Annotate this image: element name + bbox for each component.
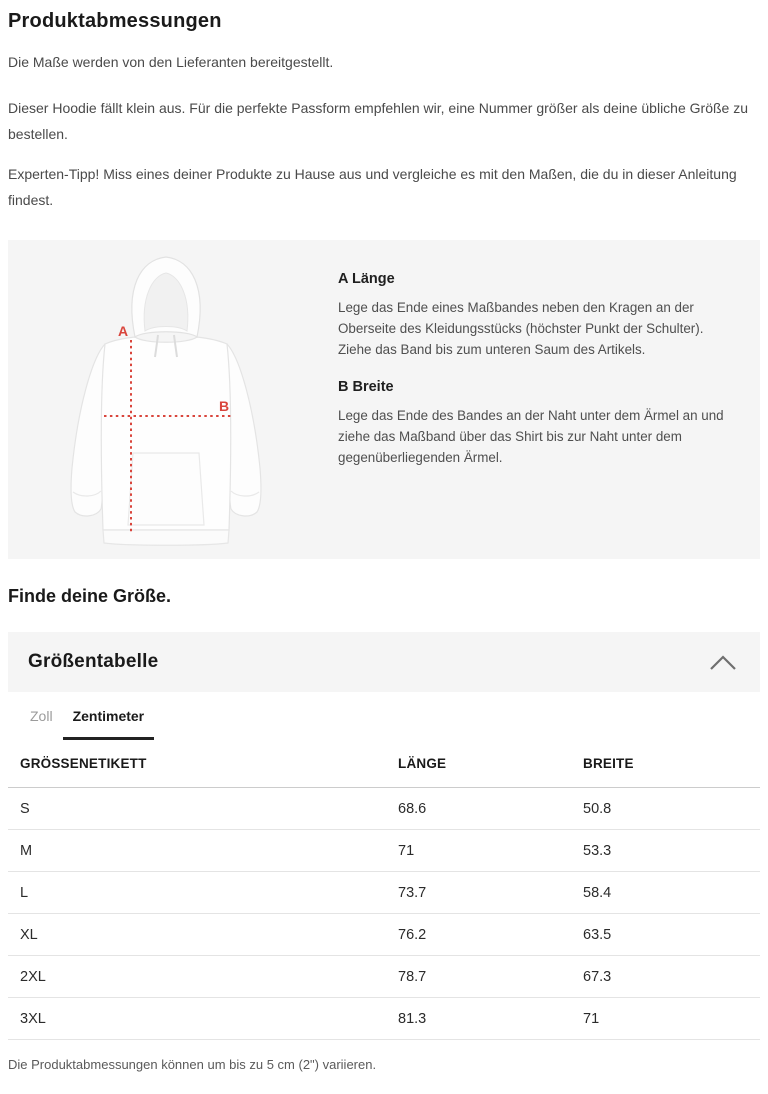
width-cell: 63.5 [583, 926, 612, 943]
width-cell: 53.3 [583, 842, 612, 859]
length-instruction-title: A Länge [338, 271, 395, 287]
width-cell: 50.8 [583, 800, 612, 817]
size-variance-disclaimer: Die Produktabmessungen können um bis zu 5 cm (2") variieren. [8, 1057, 377, 1072]
col-header-width: BREITE [583, 756, 634, 771]
table-row-3xl [8, 998, 760, 1040]
width-instruction-text: Lege das Ende des Bandes an der Naht unter dem Ärmel an und ziehe das Maßband über das Shirt bis zur Naht unter dem gegenüberliegenden Ärmel. [338, 408, 724, 465]
size-cell: L [20, 884, 29, 901]
tab-zoll[interactable]: Zoll [30, 708, 53, 724]
size-chart-accordion [8, 632, 760, 1084]
page-title: Produktabmessungen [8, 10, 222, 32]
measure-label-a: A [118, 323, 129, 339]
table-header-row [8, 740, 760, 788]
table-row-xl [8, 914, 760, 956]
length-cell: 78.7 [398, 968, 427, 985]
width-cell: 71 [583, 1010, 600, 1027]
length-cell: 73.7 [398, 884, 427, 901]
size-table [8, 740, 760, 1040]
table-row-l [8, 872, 760, 914]
unit-tabs [8, 692, 760, 740]
measure-label-b: B [219, 398, 230, 414]
col-header-length: LÄNGE [398, 756, 447, 771]
width-instruction-title: B Breite [338, 379, 394, 395]
hoodie-pocket [128, 453, 204, 525]
size-cell: M [20, 842, 33, 859]
size-chart-title: Größentabelle [28, 651, 159, 672]
length-cell: 71 [398, 842, 415, 859]
length-cell: 76.2 [398, 926, 427, 943]
size-cell: XL [20, 926, 38, 943]
table-row-2xl [8, 956, 760, 998]
expert-tip: Experten-Tipp! Miss eines deiner Produkte zu Hause aus und vergleiche es mit den Maßen, die du in dieser Anleitung findest. [8, 166, 737, 208]
width-cell: 58.4 [583, 884, 612, 901]
size-cell: 2XL [20, 968, 46, 985]
find-size-heading: Finde deine Größe. [8, 586, 172, 606]
table-row-s [8, 788, 760, 830]
hoodie-hem [103, 530, 229, 545]
table-row-m [8, 830, 760, 872]
supplier-note: Die Maße werden von den Lieferanten bereitgestellt. [8, 54, 334, 70]
measure-instructions [330, 240, 760, 559]
length-cell: 68.6 [398, 800, 427, 817]
col-header-size-label: GRÖSSENETIKETT [20, 756, 147, 771]
length-instruction-text: Lege das Ende eines Maßbandes neben den Kragen an der Oberseite des Kleidungsstücks (höchster Punkt der Schulter). Ziehe das Band bis zum unteren Saum des Artikels. [338, 300, 704, 357]
hoodie-measure-figure [8, 240, 330, 559]
size-cell: 3XL [20, 1010, 46, 1027]
tab-zentimeter[interactable]: Zentimeter [63, 695, 155, 740]
length-cell: 81.3 [398, 1010, 427, 1027]
collapse-accordion-button[interactable] [708, 653, 738, 672]
size-cell: S [20, 800, 30, 817]
chevron-up-icon [708, 653, 738, 672]
size-chart-accordion-header[interactable] [8, 632, 760, 692]
fit-note: Dieser Hoodie fällt klein aus. Für die perfekte Passform empfehlen wir, eine Nummer größer als deine übliche Größe zu bestellen. [8, 100, 748, 142]
hoodie-diagram-image [8, 240, 330, 559]
measure-guide-panel [8, 240, 760, 559]
width-cell: 67.3 [583, 968, 612, 985]
